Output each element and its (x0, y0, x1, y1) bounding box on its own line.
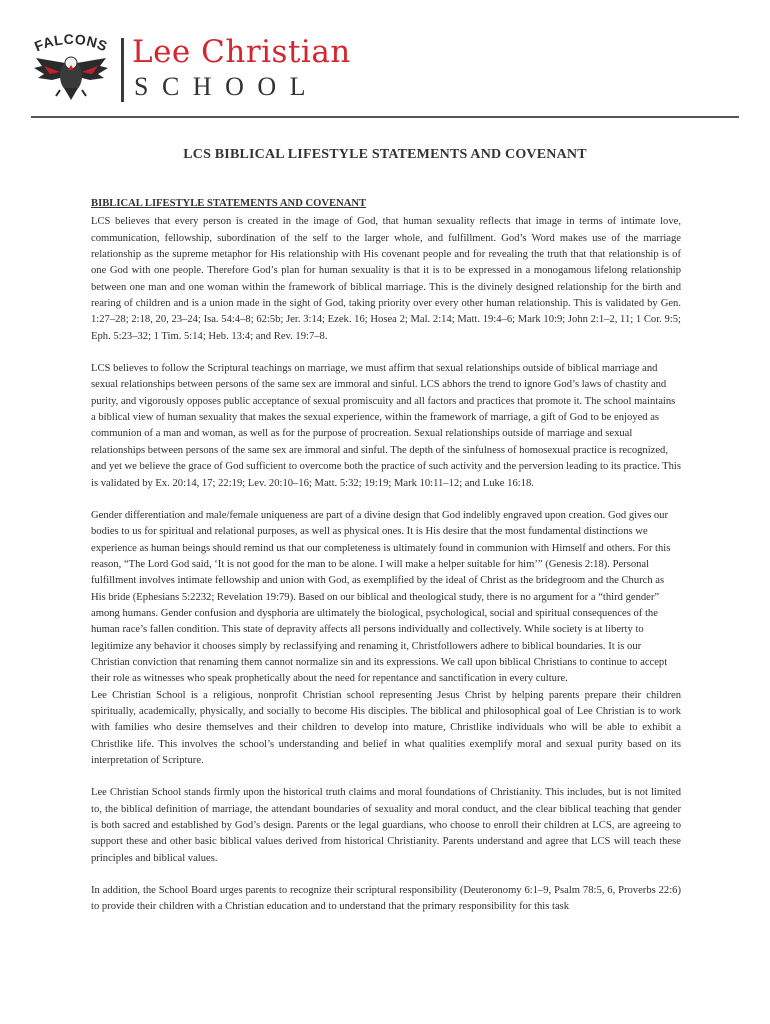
falcon-logo-icon (26, 30, 116, 105)
letterhead (0, 0, 770, 120)
paragraph-4: Lee Christian School is a religious, nonprofit Christian school representing Jesus Christ by helping parents prepare their children spiritually, academically, physically, and socially to become His disciples. The biblical and philosophical goal of Lee Christian is to work with families who desire themselves and their children to develop into mature, Christlike individuals who will be able to exhibit a Christlike life. This involves the school’s understanding and belief in what qualities exemplify moral and sexual purity based on its interpretation of Scripture. (91, 689, 681, 766)
paragraph-5: Lee Christian School stands firmly upon the historical truth claims and moral foundations of Christianity. This includes, but is not limited to, the biblical definition of marriage, the attendant boundaries of sexuality and moral conduct, and the clear biblical teaching that gender is both sacred and established by God’s design. Parents or the legal guardians, who choose to enroll their children at LCS, are agreeing to support these and other basic biblical values derived from historical Christianity. Parents understand and agree that LCS will teach these principles and biblical values. (91, 787, 681, 864)
section-heading: BIBLICAL LIFESTYLE STATEMENTS AND COVENANT (91, 198, 367, 209)
logo-badge-text: FALCONS (32, 30, 110, 55)
page-title: LCS BIBLICAL LIFESTYLE STATEMENTS AND COVENANT (183, 147, 587, 162)
header-rule (31, 116, 739, 118)
brand-name: Lee Christian (132, 34, 351, 70)
svg-text:FALCONS (32, 31, 110, 54)
logo-divider (121, 38, 124, 102)
paragraph-2: LCS believes to follow the Scriptural teachings on marriage, we must affirm that sexual relationships outside of biblical marriage and sexual relationships between persons of the same sex are immoral and sinful. LCS abhors the trend to ignore God’s laws of chastity and purity, and vigorously opposes public acceptance of sexual promiscuity and all factors and practices that promote it. The school maintains a biblical view of human sexuality that makes the sexual experience, within the framework of marriage, a gift of God to be enjoyed as communion of a man and woman, as well as for the purpose of procreation. Sexual relationships outside of marriage and sexual relationships between persons of the same sex are immoral and sinful. The depth of the sinfulness of homosexual practice is recognized, and yet we believe the grace of God sufficient to overcome both the practice of such activity and the perversion leading to its practice. This is validated by Ex. 20:14, 17; 22:19; Lev. 20:10–16; Matt. 5:32; 19:19; Mark 10:11–12; and Luke 16:18. (91, 363, 682, 489)
document-body (91, 196, 681, 916)
paragraph-6: In addition, the School Board urges parents to recognize their scriptural responsibility (Deuteronomy 6:1–9, Psalm 78:5, 6, Proverbs 22:6) to provide their children with a Christian education and to understand that the primary responsibility for this task (91, 885, 681, 913)
paragraph-1: LCS believes that every person is created in the image of God, that human sexuality reflects that image in terms of intimate love, communication, fellowship, subordination of the self to the larger whole, and fulfillment. God’s Word makes use of the marriage relationship as the supreme metaphor for His relationship with His covenant people and for revealing the truth that that relationship is of one God with one people. Therefore God’s plan for human sexuality is that it is to be expressed in a monogamous lifelong relationship between one man and one woman within the framework of biblical marriage. This is the divinely designed relationship for the birth and rearing of children and is a union made in the sight of God, taking priority over every other human relationship. This is validated by Gen. 1:27–28; 2:18, 20, 23–24; Isa. 54:4–8; 62:5b; Jer. 3:14; Ezek. 16; Hosea 2; Mal. 2:14; Matt. 19:4–6; Mark 10:9; John 2:1–2, 11; 1 Cor. 9:5; Eph. 5:23–32; 1 Tim. 5:14; Heb. 13:4; and Rev. 19:7–8. (91, 216, 681, 342)
paragraph-3: Gender differentiation and male/female uniqueness are part of a divine design that God indelibly engraved upon creation. God gives our bodies to us for spiritual and relational purposes, as well as physical ones. It is His desire that the most fundamental distinctions we experience as human beings should remind us that our completeness is ultimately found in communion with Himself and others. For this reason, “The Lord God said, ‘It is not good for the man to be alone. I will make a helper suitable for him’” (Genesis 2:18). Personal fulfillment involves intimate fellowship and union with God, as exemplified by the ideal of Christ as the bridegroom and the Church as His bride (Ephesians 5:2232; Revelation 19:79). Based on our biblical and theological study, there is no argument for a “third gender” among humans. Gender confusion and dysphoria are ultimately the biological, psychological, social and spiritual consequences of the human race’s fallen condition. This state of depravity affects all persons individually and collectively. While society is at liberty to legitimize any behavior it chooses simply by reclassifying and renaming it, Christfollowers adhere to biblical boundaries. It is our Christian conviction that renaming them cannot normalize sin and its expressions. We call upon biblical Christians to continue to accept their role as witnesses who speak prophetically about the need for repentance and sanctification in every culture. (91, 509, 671, 685)
brand-subtitle: SCHOOL (134, 72, 320, 101)
